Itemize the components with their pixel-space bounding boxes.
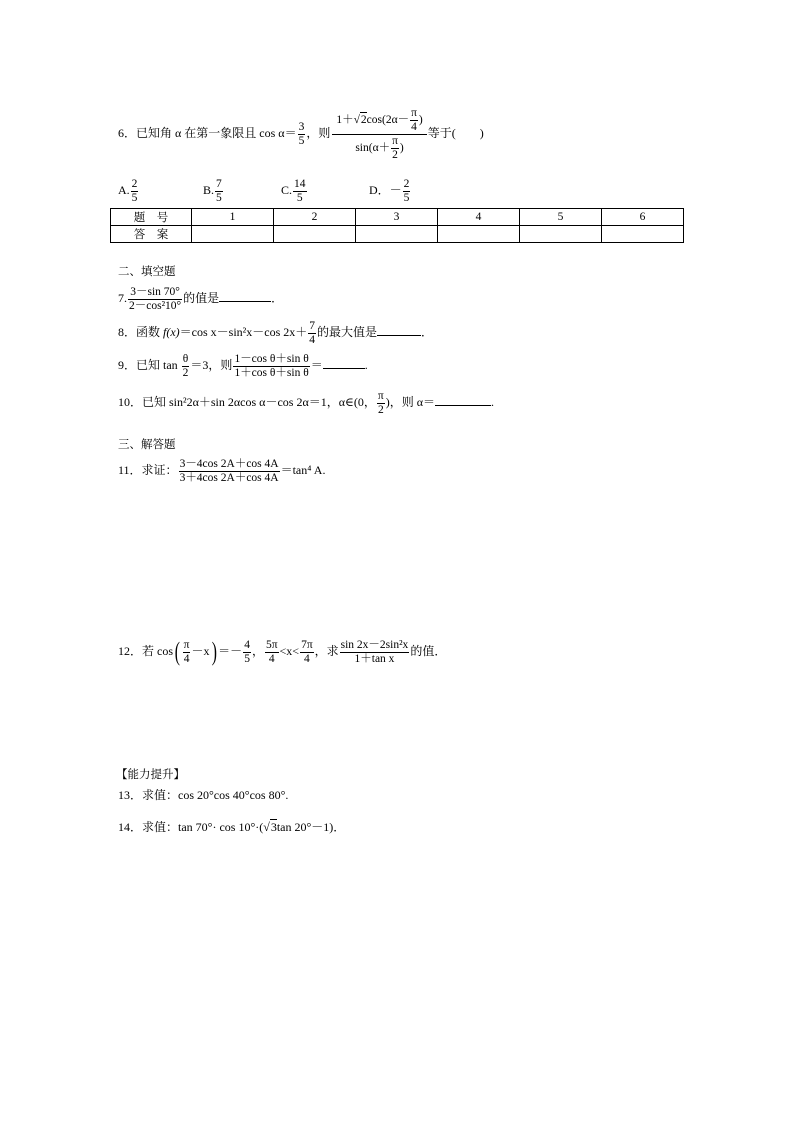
- section-ability-title: 【能力提升】: [116, 767, 185, 781]
- q10-answer-blank[interactable]: [435, 395, 491, 406]
- q8-answer-blank[interactable]: [377, 325, 421, 336]
- answer-cell[interactable]: [438, 226, 520, 243]
- section-fill-in-title: 二、填空题: [118, 264, 176, 278]
- question-8: 8．函数 f(x)＝cos x－sin²x－cos 2x＋ $\frac{7}{4}$ 的最大值是 ．: [118, 319, 434, 346]
- answer-table: [110, 208, 684, 243]
- q6-option-b: B. $\frac{7}{5}$: [203, 177, 222, 204]
- question-9: 9．已知 tan $\frac{\theta}{2}$ ＝3，则 $\frac{\text{1－cos θ＋sin θ}}{\text{1＋cos θ＋sin θ}}$ ＝ .: [118, 352, 368, 379]
- table-cell: 5: [520, 209, 602, 226]
- row-label-question-number: 题 号: [111, 209, 192, 226]
- q6-option-d: D．－ $\frac{2}{5}$: [369, 177, 410, 204]
- question-14: 14．求值：tan 70°· cos 10°·(√3tan 20°－1)．: [118, 820, 346, 834]
- table-cell: 6: [602, 209, 684, 226]
- q6-main-fraction: 1＋√2cos(2α－ $\frac{\pi}{4}$ ) sin(α＋ $\frac{\pi}{2}$ ): [332, 107, 426, 162]
- q6-options: [118, 172, 411, 208]
- table-row-numbers: [111, 209, 684, 226]
- question-6: 6．已知角 α 在第一象限且 cos α＝ $\frac{3}{5}$ ，则 1＋√2cos(2α－ $\frac{\pi}{4}$ ) sin(α＋ $\frac{\pi}{2}$ ) 等于( ): [118, 106, 484, 161]
- section-solve-title: 三、解答题: [118, 437, 176, 451]
- q9-answer-blank[interactable]: [323, 358, 365, 369]
- row-label-answer: 答 案: [111, 226, 192, 243]
- table-cell: 3: [356, 209, 438, 226]
- q6-option-a: A. $\frac{2}{5}$: [118, 177, 138, 204]
- q6-prefix: 6．已知角 α 在第一象限且 cos α＝: [118, 126, 297, 140]
- q6-option-c: C. $\frac{14}{5}$: [281, 177, 306, 204]
- answer-cell[interactable]: [602, 226, 684, 243]
- answer-cell[interactable]: [356, 226, 438, 243]
- q7-answer-blank[interactable]: [219, 291, 271, 302]
- question-10: 10．已知 sin²2α＋sin 2αcos α－cos 2α＝1，α∈(0， $\frac{\pi}{2}$ )，则 α＝ .: [118, 389, 495, 416]
- table-row-answers: [111, 226, 684, 243]
- table-cell: 1: [192, 209, 274, 226]
- table-cell: 4: [438, 209, 520, 226]
- answer-cell[interactable]: [274, 226, 356, 243]
- question-12: 12．若 cos( $\frac{\pi}{4}$ －x) ＝－ $\frac{4}{5}$ ， $\frac{5\pi}{4}$ <x< $\frac{7\pi}{4}$ ，求 $\frac{\text{sin 2x－2sin²x}}{\text{1＋tan x}}$ 的值．: [118, 637, 447, 667]
- question-7: 7. $\frac{3-\sin 70^\circ}{\text{2－cos²10°}}$ 的值是 ．: [118, 285, 284, 312]
- question-13: 13．求值：cos 20°cos 40°cos 80°.: [118, 788, 289, 802]
- q6-cos-fraction: $\frac{3}{5}$: [298, 120, 305, 147]
- answer-cell[interactable]: [192, 226, 274, 243]
- answer-cell[interactable]: [520, 226, 602, 243]
- question-11: 11．求证： $\frac{3-4\cos 2A+\cos 4A}{3+4\cos 2A+\cos 4A}$ ＝tan⁴ A.: [118, 457, 326, 484]
- table-cell: 2: [274, 209, 356, 226]
